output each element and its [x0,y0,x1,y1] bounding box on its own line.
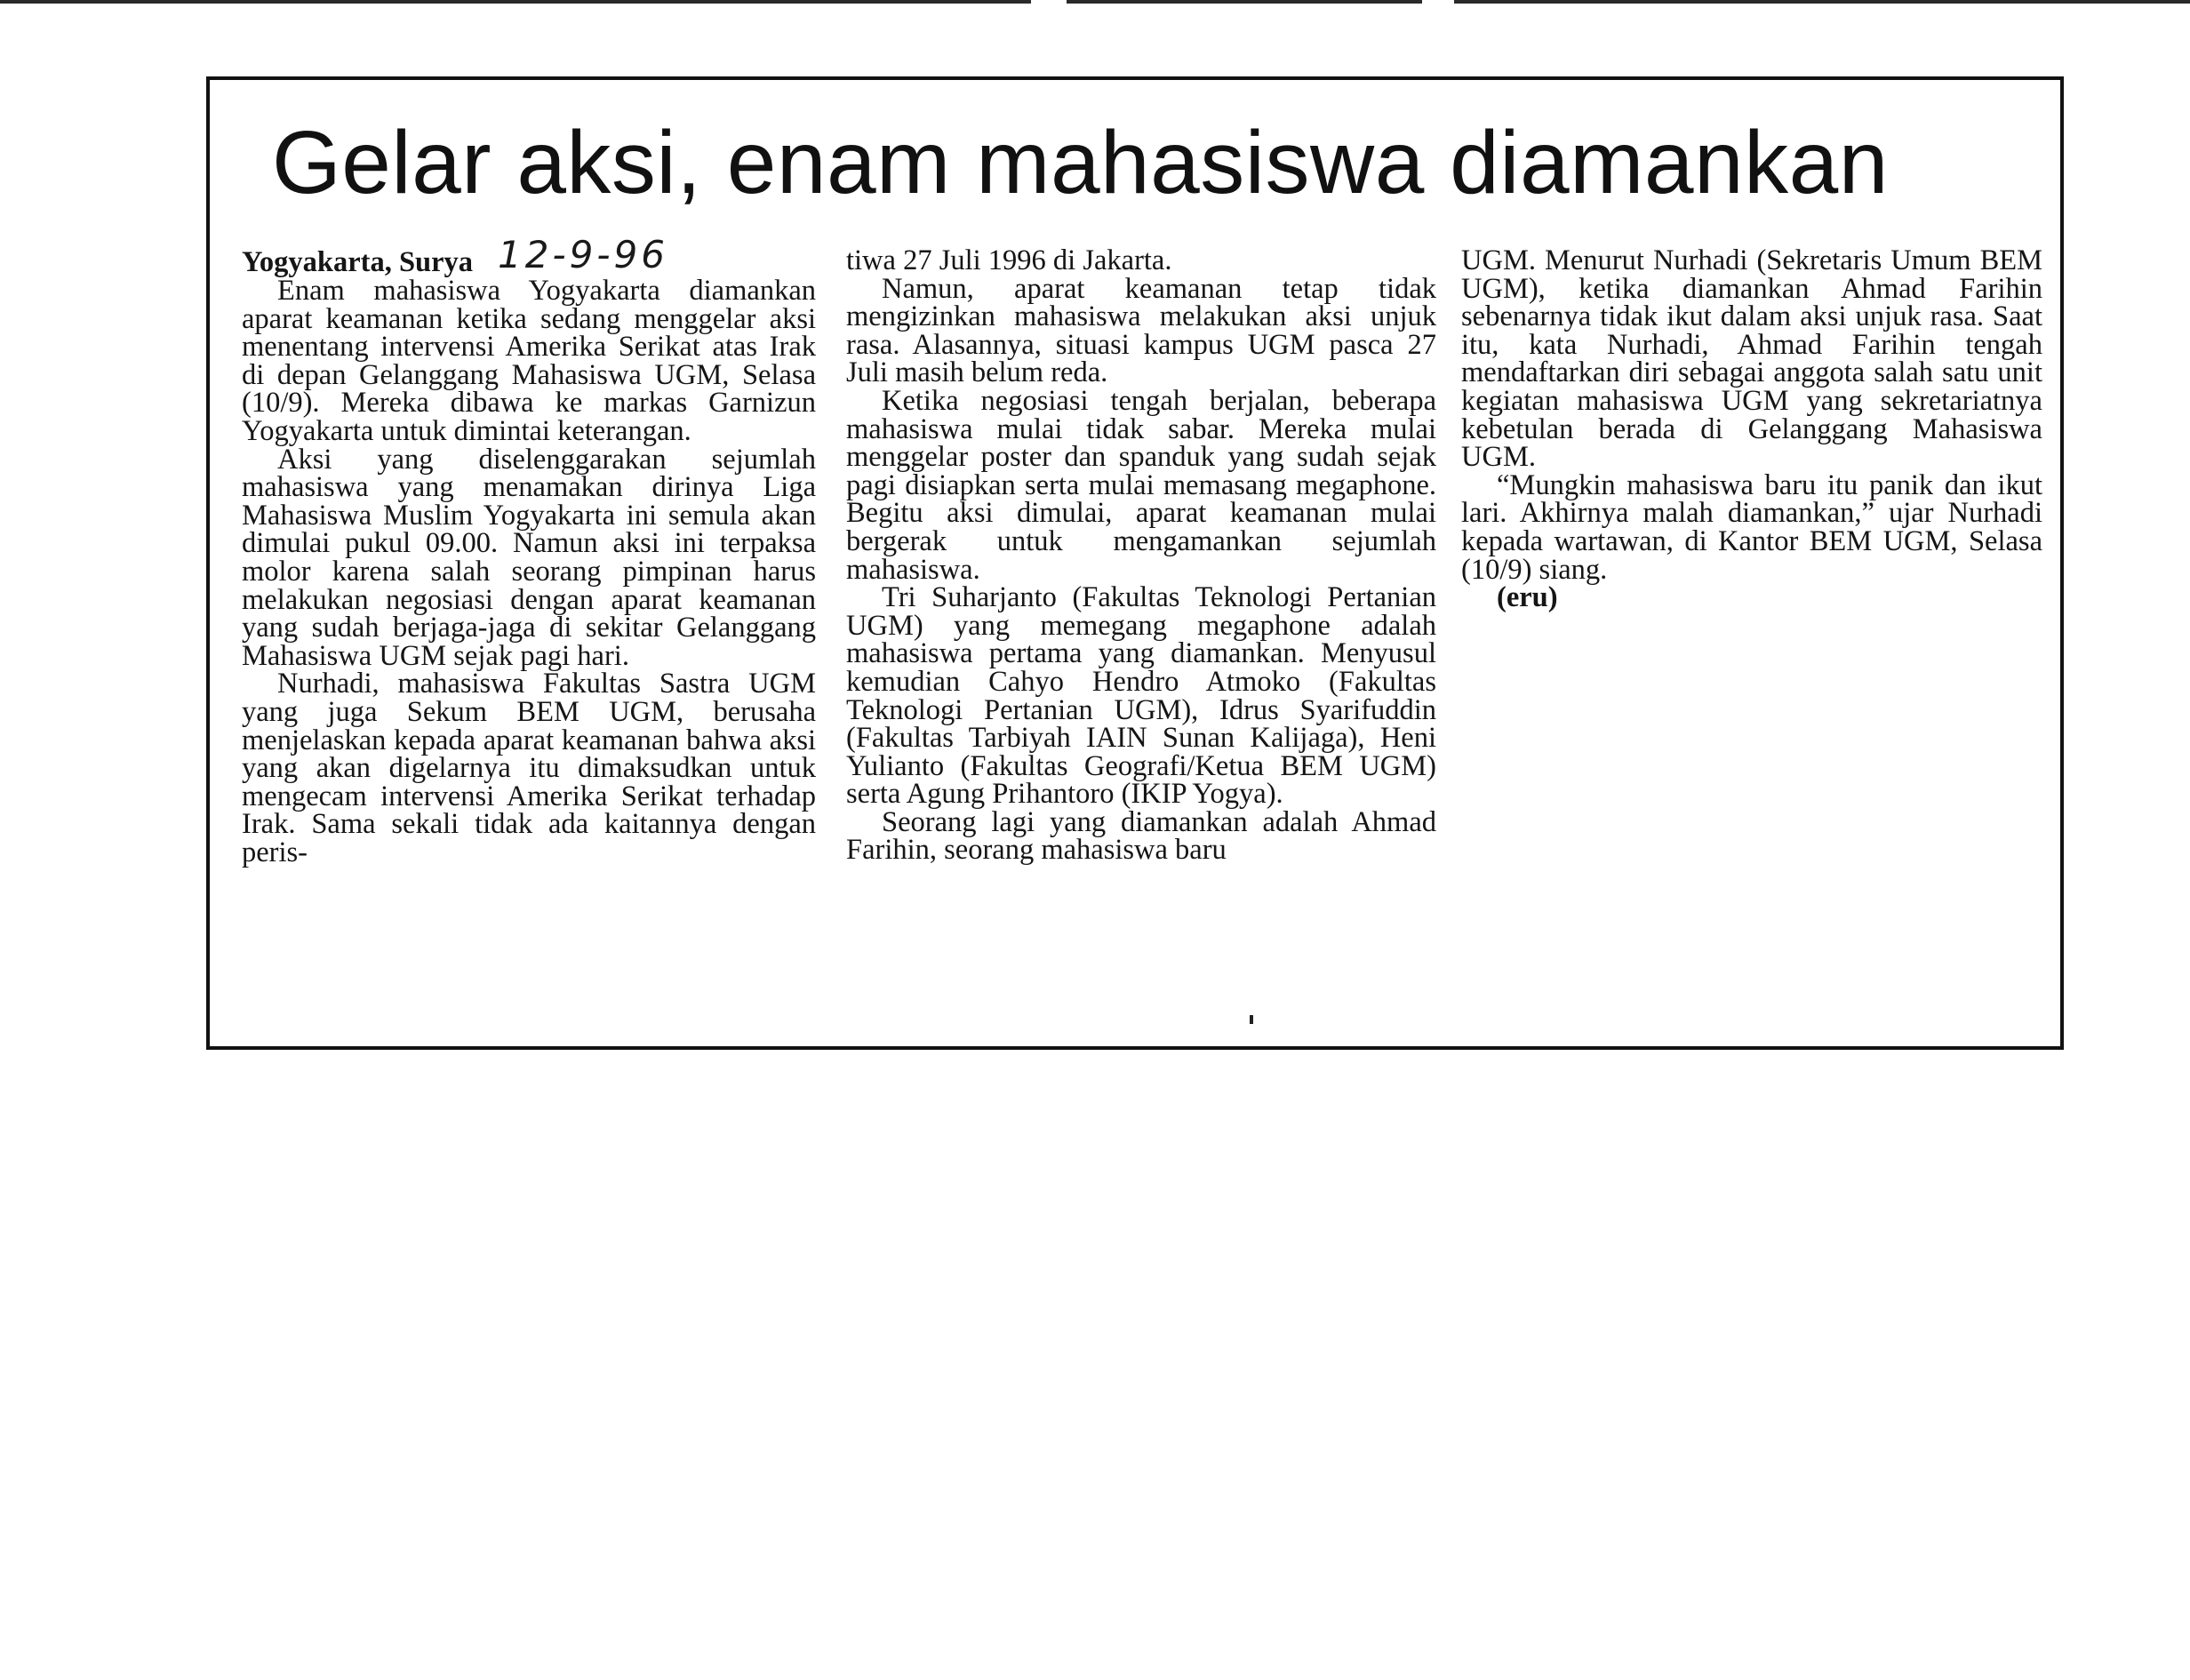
paragraph: Enam mahasiswa Yogyakarta diamankan aparat keamanan ketika sedang menggelar aksi menentang intervensi Amerika Serikat atas Irak di depan Gelanggang Mahasiswa UGM, Selasa (10/9). Mereka dibawa ke markas Garnizun Yogyakarta untuk dimintai keterangan. [242,275,816,447]
paragraph: Ketika negosiasi tengah berjalan, beberapa mahasiswa mulai tidak sabar. Mereka mulai menggelar poster dan spanduk yang sudah sejak pagi disiapkan serta mulai memasang megaphone. Begitu aksi dimulai, aparat keamanan mulai bergerak untuk mengamankan sejumlah mahasiswa. [846,384,1436,586]
paragraph: Namun, aparat keamanan tetap tidak mengizinkan mahasiswa melakukan aksi unjuk rasa. Alasannya, situasi kampus UGM pasca 27 Juli masih belum reda. [846,272,1436,389]
headline: Gelar aksi, enam mahasiswa diamankan [272,113,1889,212]
paragraph [1461,581,2042,614]
paragraph: Nurhadi, mahasiswa Fakultas Sastra UGM yang juga Sekum BEM UGM, berusaha menjelaskan kepada aparat keamanan bahwa aksi yang akan digelarnya itu dimaksudkan untuk mengecam intervensi Amerika Serikat terhadap Irak. Sama sekali tidak ada kaitannya dengan peris- [242,668,816,868]
scan-top-edge-rule [0,0,2190,4]
dateline-row [242,233,816,279]
scan-rule-gap [1031,0,1067,4]
article-column-3 [1461,244,2042,614]
dateline: Yogyakarta, Surya [242,246,474,279]
paragraph: Seorang lagi yang diamankan adalah Ahmad Farihin, seorang mahasiswa baru [846,805,1436,867]
paragraph: tiwa 27 Juli 1996 di Jakarta. [846,244,1172,276]
article-column-1 [242,233,816,868]
handwritten-date: 12-9-96 [498,233,668,276]
byline: (eru) [1497,581,1558,614]
paragraph: Aksi yang diselenggarakan sejumlah mahasiswa yang menamakan dirinya Liga Mahasiswa Muslim Yogyakarta ini semula akan dimulai pukul 09.00. Namun aksi ini terpaksa molor karena salah seorang pimpinan harus melakukan negosiasi dengan aparat keamanan yang sudah berjaga-jaga di sekitar Gelanggang Mahasiswa UGM sejak pagi hari. [242,443,816,672]
newspaper-clipping [206,76,2064,1050]
paragraph: Tri Suharjanto (Fakultas Teknologi Pertanian UGM) yang memegang megaphone adalah mahasiswa pertama yang diamankan. Menyusul kemudian Cahyo Hendro Atmoko (Fakultas Teknologi Pertanian UGM), Idrus Syarifuddin (Fakultas Tarbiyah IAIN Sunan Kalijaga), Heni Yulianto (Fakultas Geografi/Ketua BEM UGM) serta Agung Prihantoro (IKIP Yogya). [846,581,1436,811]
scan-rule-gap [1422,0,1454,4]
article-column-2 [846,244,1436,867]
paragraph: UGM. Menurut Nurhadi (Sekretaris Umum BEM UGM), ketika diamankan Ahmad Farihin sebenarnya tidak ikut dalam aksi unjuk rasa. Saat itu, kata Nurhadi, Ahmad Farihin tengah mendaftarkan diri sebagai anggota salah satu unit kegiatan mahasiswa UGM yang sekretariatnya kebetulan berada di Gelanggang Mahasiswa UGM. [1461,244,2042,474]
paragraph: “Mungkin mahasiswa baru itu panik dan ikut lari. Akhirnya malah diamankan,” ujar Nurhadi kepada wartawan, di Kantor BEM UGM, Selasa (10/9) siang. [1461,468,2042,586]
scan-speck [1250,1015,1253,1024]
